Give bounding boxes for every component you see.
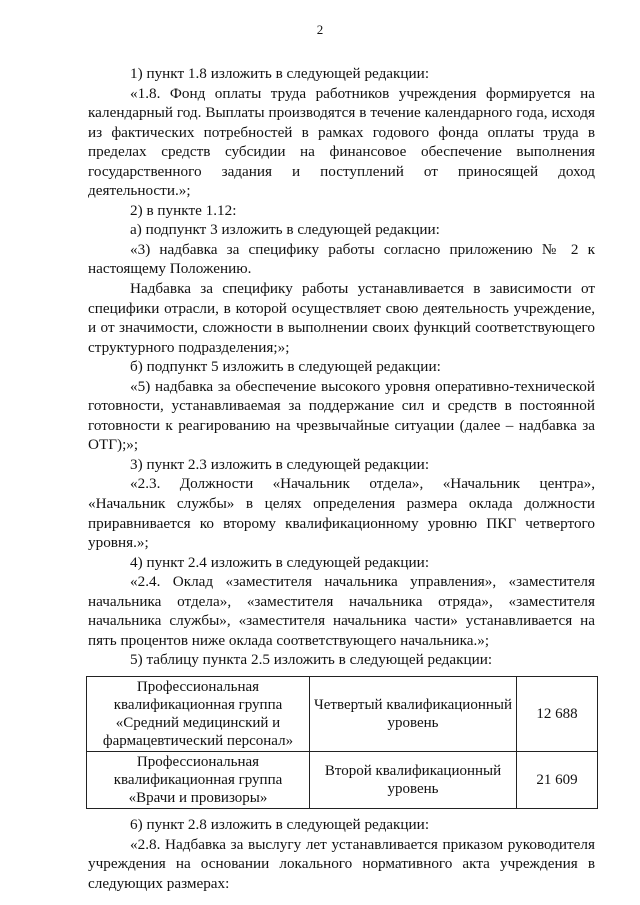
paragraph: 3) пункт 2.3 изложить в следующей редакции: <box>130 455 430 473</box>
paragraph: «2.3. Должности «Начальник отдела», «Начальник центра», «Начальник службы» в целях определения размера оклада должности приравнивается ко второму квалификационному уровню ПКГ четвертого уровня.»; <box>88 475 595 552</box>
paragraph: 2) в пункте 1.12: <box>130 201 237 219</box>
paragraph: «1.8. Фонд оплаты труда работников учреждения формируется на календарный год. Выплаты производятся в течение календарного года, исходя из фактических потребностей в рамках годового фонда оплаты труда в пределах средств субсидии на финансовое обеспечение выполнения государственного задания и поступлений от приносящей доход деятельности.»; <box>88 84 595 200</box>
paragraph: «3) надбавка за специфику работы согласно приложению № 2 к настоящему Положению. <box>88 240 595 278</box>
paragraph: 4) пункт 2.4 изложить в следующей редакции: <box>130 553 430 571</box>
paragraph: «2.8. Надбавка за выслугу лет устанавливается приказом руководителя учреждения на основании локального нормативного акта учреждения в следующих размерах: <box>88 835 595 892</box>
table-cell-group: Профессиональная квалификационная группа «Врачи и провизоры» <box>87 751 310 808</box>
table-cell-amount: 21 609 <box>517 751 598 808</box>
page-number: 2 <box>316 22 324 37</box>
paragraph: 1) пункт 1.8 изложить в следующей редакции: <box>130 65 430 82</box>
paragraph: 5) таблицу пункта 2.5 изложить в следующей редакции: <box>130 651 493 669</box>
paragraph: б) подпункт 5 изложить в следующей редакции: <box>130 358 441 376</box>
document-body <box>88 64 595 893</box>
table-cell-amount: 12 688 <box>517 676 598 751</box>
table-cell-group: Профессиональная квалификационная группа «Средний медицинский и фармацевтический персонал» <box>87 676 310 751</box>
table-cell-level: Второй квалификационный уровень <box>310 751 517 808</box>
table-row <box>87 676 598 751</box>
table-cell-level: Четвертый квалификационный уровень <box>310 676 517 751</box>
qualification-table <box>86 676 598 809</box>
paragraph: «5) надбавка за обеспечение высокого уровня оперативно-технической готовности, устанавливаемая за поддержание сил и средств в постоянной готовности к реагированию на чрезвычайные ситуации (далее – надбавка за ОТГ);»; <box>88 377 595 454</box>
table-row <box>87 751 598 808</box>
paragraph: Надбавка за специфику работы устанавливается в зависимости от специфики отрасли, в которой осуществляет свою деятельность учреждение, и от значимости, сложности в выполнении своих функций соответствующего структурного подразделения;»; <box>88 280 595 356</box>
paragraph: «2.4. Оклад «заместителя начальника управления», «заместителя начальника отдела», «заместителя начальника отряда», «заместителя начальника службы», «заместителя начальника части» устанавливается на пять процентов ниже оклада соответствующего начальника.»; <box>88 573 595 649</box>
paragraph: 6) пункт 2.8 изложить в следующей редакции: <box>130 815 430 833</box>
paragraph: а) подпункт 3 изложить в следующей редакции: <box>130 221 440 239</box>
